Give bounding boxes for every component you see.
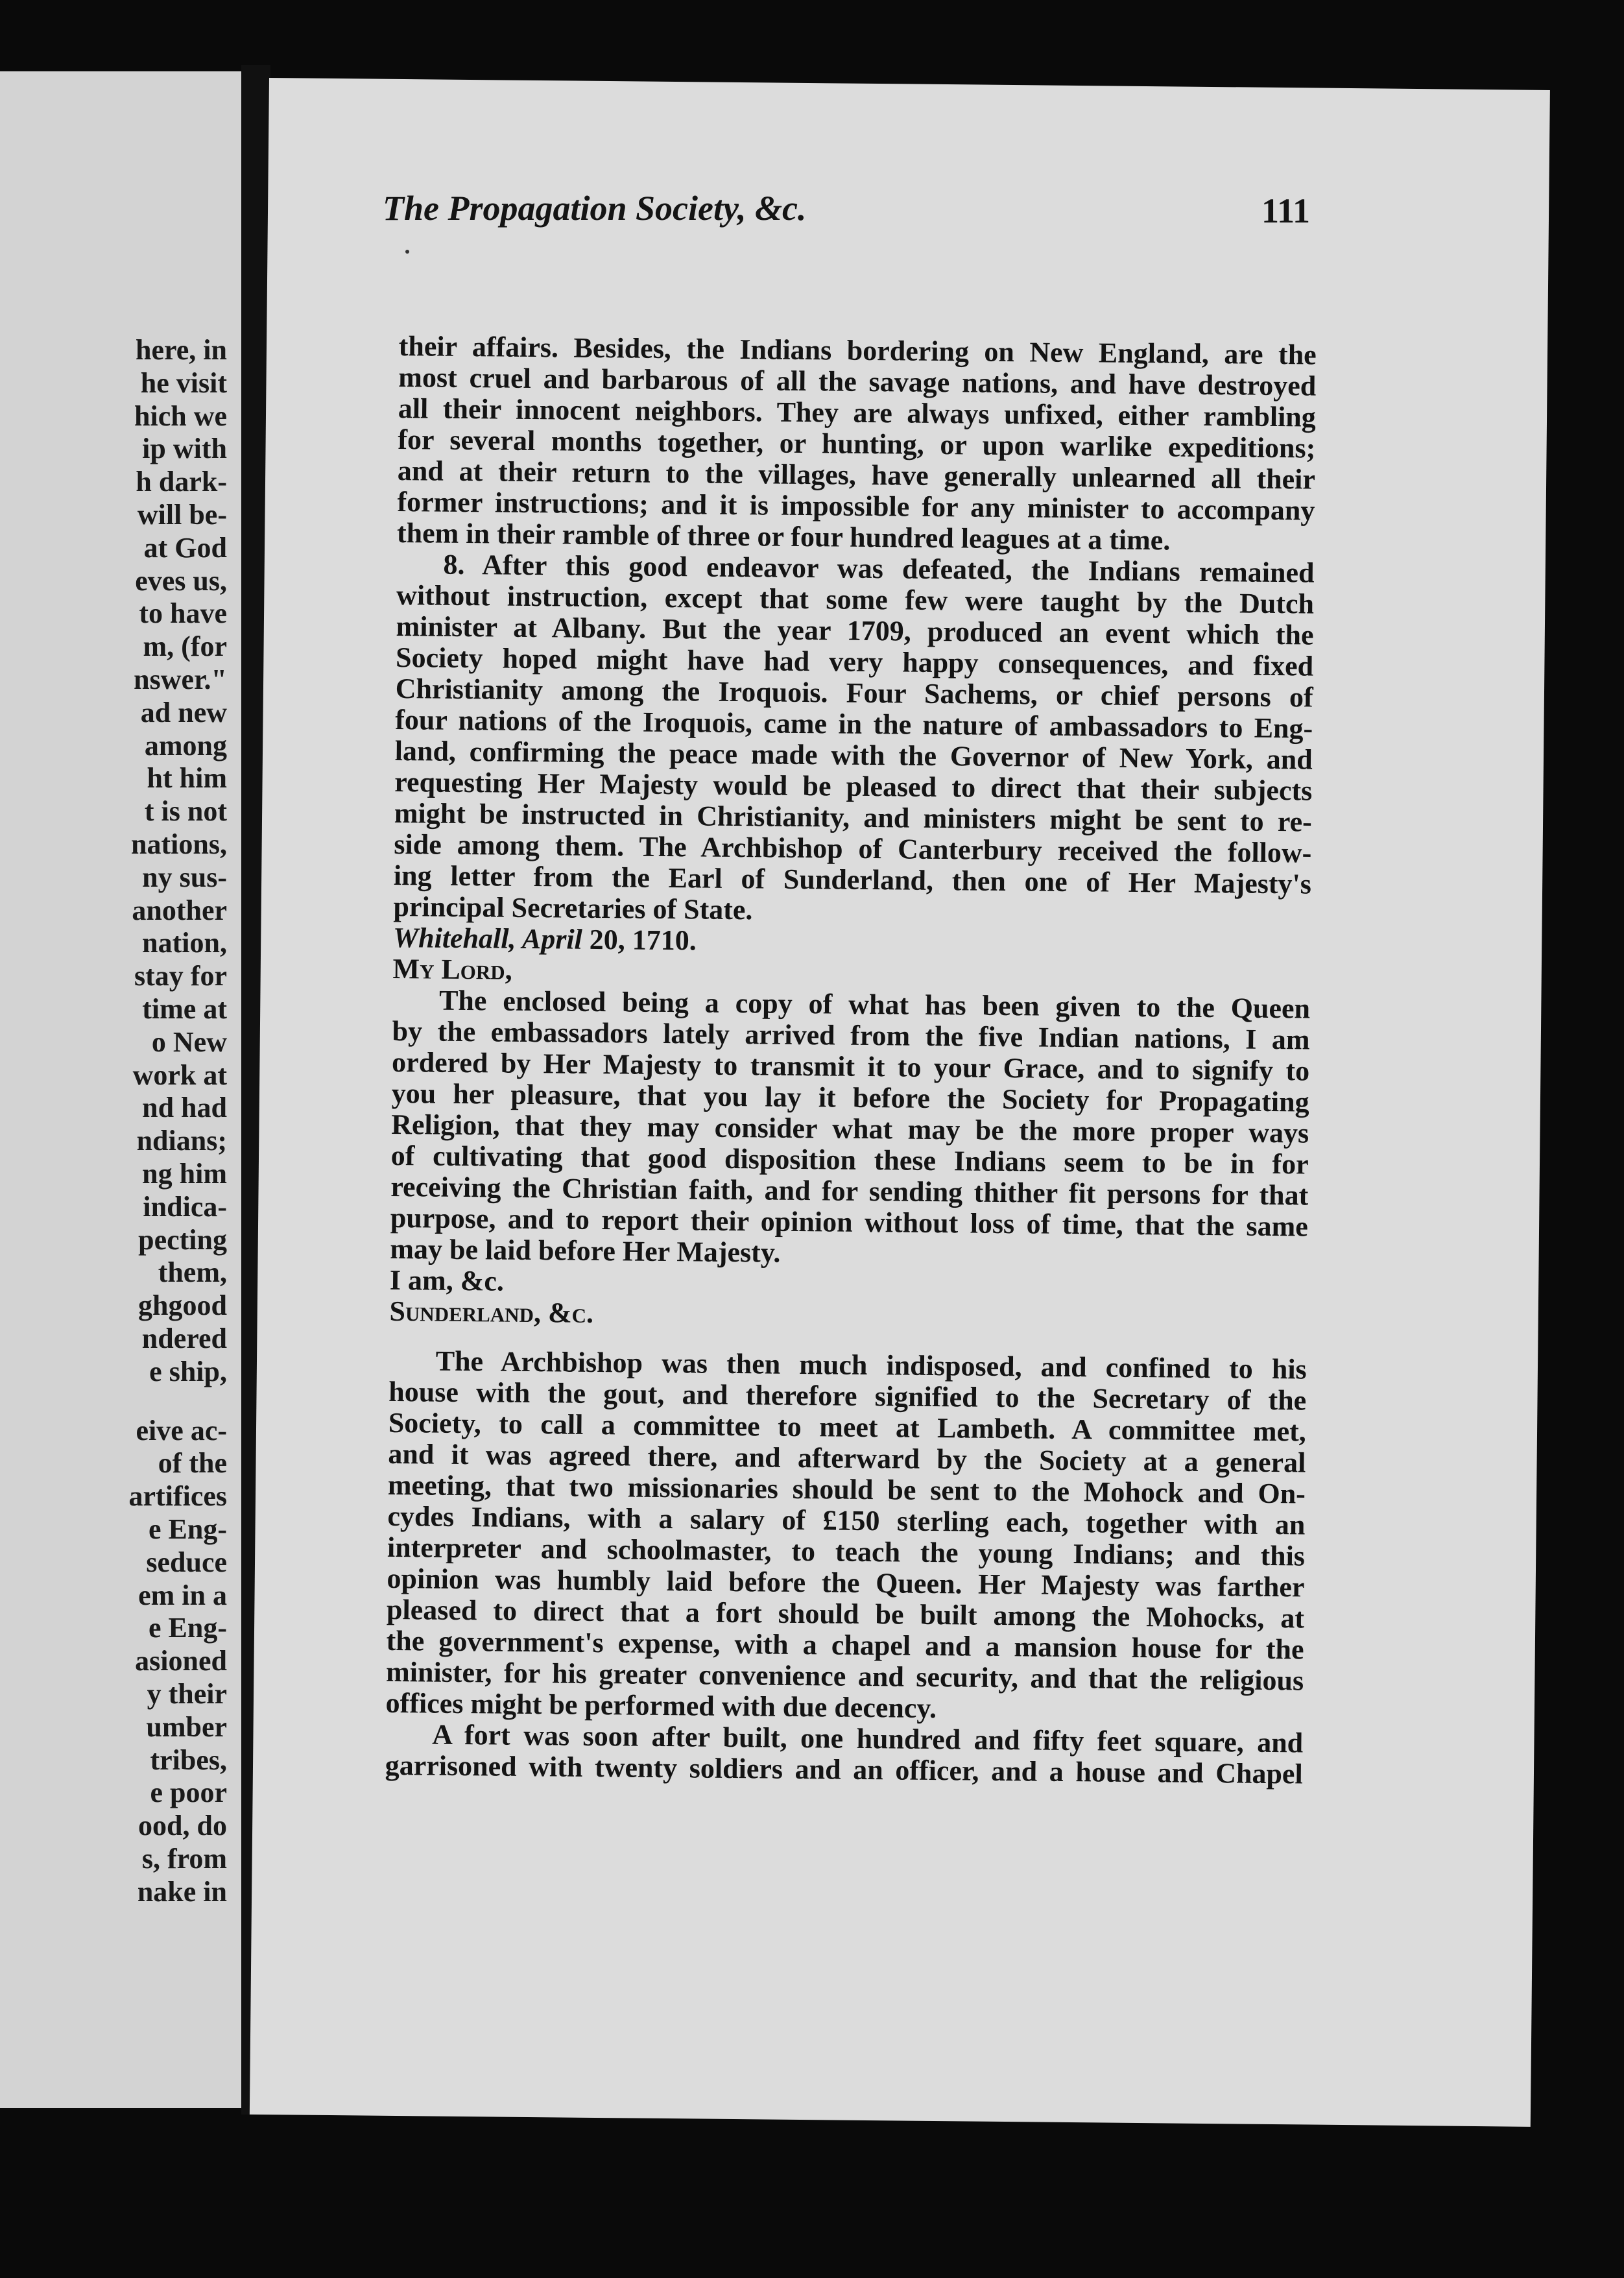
facing-page-line: time at	[142, 993, 227, 1025]
text-line: requesting Her Majesty would be pleased to direct that their subjects	[394, 765, 1313, 807]
text-line: their affairs. Besides, the Indians bordering on New England, are the	[398, 330, 1317, 371]
facing-page-line: will be-	[137, 499, 227, 531]
facing-page-line: nswer."	[134, 664, 227, 695]
text-line: you her pleasure, that you lay it before the Society for Propagating	[391, 1077, 1309, 1118]
facing-page-line: umber	[146, 1710, 227, 1743]
text-line: minister at Albany. But the year 1709, produced an event which the	[396, 610, 1314, 651]
text-line: Society, to call a committee to meet at Lambeth. A committee met,	[388, 1406, 1307, 1448]
text-line: ordered by Her Majesty to transmit it to your Grace, and to signify to	[391, 1046, 1310, 1087]
text-line: most cruel and barbarous of all the savage nations, and have destroyed	[398, 361, 1317, 402]
text-line: The Archbishop was then much indisposed, and confined to his	[435, 1345, 1307, 1385]
facing-page-line: nations,	[131, 828, 227, 860]
letter-signature: Sunderland, &c.	[389, 1295, 594, 1329]
page-number: 111	[1261, 191, 1310, 230]
facing-page-line: ng him	[142, 1158, 227, 1190]
text-line: and it was agreed there, and afterward by the Society at a general	[388, 1437, 1306, 1479]
facing-page-line: e ship,	[149, 1355, 227, 1387]
facing-page-line: ad new	[140, 696, 227, 728]
facing-page-line: here, in	[136, 334, 227, 366]
facing-page-line: e poor	[150, 1777, 227, 1809]
text-line: the government's expense, with a chapel and a mansion house for the	[386, 1624, 1304, 1666]
text-line: them in their ramble of three or four hundred leagues at a time.	[396, 516, 1171, 557]
facing-page-line: of the	[158, 1447, 227, 1480]
text-line: offices might be performed with due decency.	[385, 1686, 937, 1725]
text-line: house with the gout, and therefore signified to the Secretary of the	[388, 1375, 1307, 1417]
letter-year: 20, 1710.	[589, 923, 697, 957]
text-line: principal Secretaries of State.	[393, 890, 753, 926]
running-title: The Propagation Society, &c.	[383, 189, 807, 228]
facing-page-line: pecting	[138, 1223, 227, 1256]
facing-page-line: another	[132, 894, 227, 926]
text-line: cydes Indians, with a salary of £150 sterling each, together with an	[387, 1500, 1306, 1541]
text-line: The enclosed being a copy of what has been given to the Queen	[438, 984, 1311, 1025]
facing-page-line: among	[144, 729, 227, 761]
text-line: of cultivating that good disposition these Indians seem to be in for	[390, 1139, 1309, 1181]
ink-speck	[405, 250, 409, 254]
letter-place: Whitehall, April	[392, 921, 583, 955]
facing-page-line: h dark-	[136, 466, 227, 498]
text-line: may be laid before Her Majesty.	[390, 1232, 781, 1269]
facing-page-line: he visit	[140, 366, 227, 399]
facing-page-line: eves us,	[135, 564, 227, 597]
facing-page-line: ghgood	[138, 1289, 227, 1322]
facing-page-line: ny sus-	[142, 861, 227, 893]
text-line: Society hoped might have had very happy consequences, and fixed	[395, 641, 1314, 682]
text-line: purpose, and to report their opinion without loss of time, that the same	[390, 1201, 1309, 1243]
paragraph	[397, 331, 1317, 558]
facing-page	[0, 71, 241, 2108]
text-line: Religion, that they may consider what may be the more proper ways	[391, 1108, 1309, 1149]
text-line: receiving the Christian faith, and for sending thither fit persons for that	[390, 1170, 1309, 1212]
facing-page-line: nake in	[137, 1875, 227, 1908]
text-line: ing letter from the Earl of Sunderland, then one of Her Majesty's	[393, 859, 1312, 900]
facing-page-line: ip with	[142, 433, 227, 465]
text-line: for several months together, or hunting, or upon warlike expeditions;	[398, 423, 1316, 464]
facing-page-line: y their	[147, 1678, 227, 1710]
text-line: without instruction, except that some few were taught by the Dutch	[396, 579, 1315, 620]
text-line: garrisoned with twenty soldiers and an officer, and a house and Chapel	[385, 1749, 1303, 1790]
text-line: meeting, that two missionaries should be sent to the Mohock and On-	[387, 1469, 1306, 1510]
facing-page-line: stay for	[134, 960, 227, 992]
facing-page-line: ht him	[147, 762, 227, 795]
text-line: A fort was soon after built, one hundred and fifty feet square, and	[431, 1718, 1304, 1759]
letter	[389, 922, 1311, 1336]
text-line: interpreter and schoolmaster, to teach the young Indians; and this	[387, 1531, 1306, 1572]
facing-page-line: o New	[151, 1025, 227, 1058]
facing-page-line: at God	[143, 531, 227, 564]
facing-page-line: to have	[139, 597, 227, 630]
facing-page-line: work at	[132, 1059, 227, 1091]
text-line: pleased to direct that a fort should be built among the Mohocks, at	[386, 1593, 1305, 1635]
facing-page-line: m, (for	[143, 630, 227, 663]
body-text	[385, 331, 1317, 1790]
text-line: minister, for his greater convenience and security, and that the religious	[385, 1655, 1304, 1697]
text-line: and at their return to the villages, have generally unlearned all their	[397, 454, 1316, 496]
facing-page-line: artifices	[128, 1480, 227, 1513]
facing-page-line: t is not	[144, 795, 227, 828]
text-line: opinion was humbly laid before the Queen. Her Majesty was farther	[387, 1562, 1305, 1603]
facing-page-line: s, from	[141, 1843, 227, 1875]
facing-page-line: tribes,	[150, 1744, 227, 1776]
facing-page-line: e Eng-	[149, 1513, 227, 1545]
facing-page-line: nd had	[142, 1092, 227, 1124]
text-line: former instructions; and it is impossible for any minister to accompany	[397, 485, 1315, 527]
text-line: 8. After this good endeavor was defeated, the Indians remained	[443, 548, 1315, 589]
text-line: Christianity among the Iroquois. Four Sachems, or chief persons of	[395, 672, 1313, 713]
facing-page-line: them,	[158, 1256, 227, 1289]
text-line: land, confirming the peace made with the Governor of New York, and	[394, 734, 1313, 776]
facing-page-line: hich we	[134, 400, 227, 432]
text-line: side among them. The Archbishop of Canterbury received the follow-	[394, 828, 1312, 869]
text-line: all their innocent neighbors. They are always unfixed, either rambling	[398, 392, 1317, 433]
facing-page-line: ndians;	[136, 1125, 227, 1157]
paragraph	[385, 1719, 1304, 1790]
facing-page-line: ndered	[141, 1323, 227, 1354]
text-line: four nations of the Iroquois, came in the nature of ambassadors to Eng-	[395, 703, 1313, 745]
paragraph	[393, 549, 1314, 931]
facing-page-line: ood, do	[138, 1810, 227, 1842]
page-header	[383, 188, 1310, 234]
facing-page-line: indica-	[143, 1190, 227, 1223]
paragraph	[385, 1345, 1306, 1728]
facing-page-line: nation,	[142, 927, 227, 959]
text-line: by the embassadors lately arrived from the five Indian nations, I am	[392, 1014, 1310, 1056]
facing-page-line: em in a	[138, 1579, 227, 1611]
text-line: might be instructed in Christianity, and ministers might be sent to re-	[394, 797, 1313, 838]
facing-page-line: seduce	[146, 1546, 227, 1578]
letter-closing: I am, &c.	[389, 1264, 505, 1297]
letter-salutation: My Lord,	[392, 952, 512, 986]
facing-page-line: asioned	[135, 1645, 227, 1677]
facing-page-line: e Eng-	[149, 1612, 227, 1644]
facing-page-line: eive ac-	[136, 1414, 227, 1446]
